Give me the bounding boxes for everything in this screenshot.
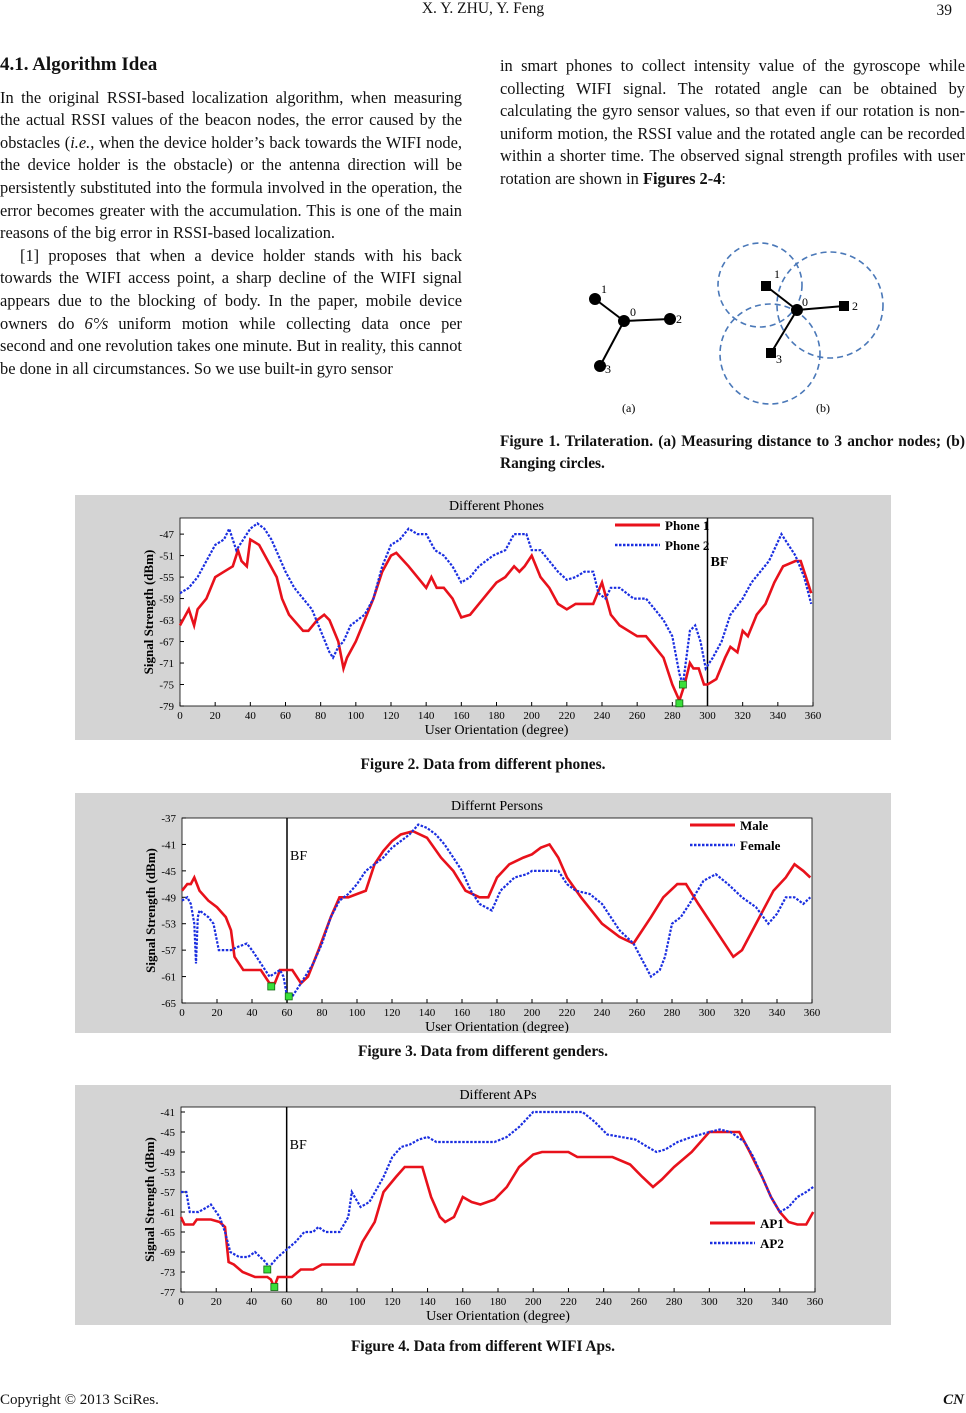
running-header: X. Y. ZHU, Y. Feng (421, 0, 545, 17)
x-tick-label: 160 (453, 1007, 471, 1019)
x-tick-label: 280 (665, 1296, 683, 1308)
y-tick-label: -65 (161, 998, 176, 1010)
x-tick-label: 120 (383, 1007, 401, 1019)
legend-label: AP2 (760, 1236, 784, 1251)
minimum-marker (679, 681, 686, 688)
y-tick-label: -79 (159, 701, 174, 713)
text: [1] proposes that when a device holder stands with his back towards the WIFI access point, a sharp decline of the WIFI signal appears due to the blocking of body. In the paper, mobile device owners do (0, 245, 462, 333)
ranging-circle (777, 252, 883, 358)
bf-label: BF (289, 1138, 307, 1153)
node-label: 0 (802, 295, 808, 309)
x-tick-label: 0 (177, 710, 183, 722)
figure-1-caption: Figure 1. Trilateration. (a) Measuring distance to 3 anchor nodes; (b) Ranging circles. (500, 433, 965, 472)
x-axis-label: User Orientation (degree) (425, 1020, 569, 1033)
x-tick-label: 60 (280, 710, 291, 722)
x-tick-label: 360 (803, 1007, 821, 1019)
unknown-node (619, 316, 629, 326)
x-tick-label: 280 (664, 710, 681, 722)
x-tick-label: 140 (418, 1007, 436, 1019)
x-tick-label: 360 (804, 710, 822, 722)
y-tick-label: -51 (159, 550, 174, 563)
footer-copyright: Copyright © 2013 SciRes. (0, 1392, 159, 1408)
page-number: 39 (936, 2, 952, 19)
y-tick-label: -67 (159, 636, 174, 649)
bf-label: BF (710, 555, 729, 570)
subfigure-label: (a) (622, 401, 636, 415)
x-tick-label: 40 (244, 710, 256, 722)
figure-2-caption: Figure 2. Data from different phones. (360, 756, 606, 773)
chart-different-aps (75, 1085, 891, 1325)
y-tick-label: -41 (160, 1107, 175, 1119)
anchor-node (840, 302, 848, 310)
y-tick-label: -73 (160, 1267, 175, 1279)
minimum-marker (268, 983, 275, 990)
chart-different-persons (75, 793, 891, 1033)
x-tick-label: 20 (211, 1007, 223, 1019)
plot-area (181, 1107, 815, 1292)
node-label: 3 (605, 362, 611, 376)
node-label: 2 (676, 312, 682, 326)
x-tick-label: 180 (488, 1007, 506, 1019)
x-tick-label: 340 (771, 1296, 789, 1308)
x-tick-label: 140 (419, 1296, 436, 1308)
anchor-node (762, 282, 770, 290)
x-tick-label: 240 (593, 1007, 611, 1019)
legend-label: Phone 2 (665, 538, 710, 553)
y-tick-label: -37 (161, 813, 176, 825)
chart-title: Different APs (459, 1088, 537, 1103)
paragraph-3 (500, 55, 965, 191)
x-tick-label: 260 (628, 1007, 646, 1019)
x-tick-label: 220 (558, 710, 576, 722)
x-tick-label: 40 (246, 1007, 258, 1019)
x-tick-label: 360 (806, 1296, 824, 1308)
x-tick-label: 220 (558, 1007, 576, 1019)
anchor-node (767, 349, 775, 357)
y-tick-label: -49 (160, 1147, 175, 1159)
x-tick-label: 160 (454, 1296, 472, 1308)
text: , when the device holder’s back towards the WIFI node, the device holder is the obstacle) or the antenna direction will be persistently substituted into the formula involved in the operation, the error becomes greater with the accumulation. This is one of the main reasons of the big error in RSSI-based localization. (0, 132, 462, 243)
x-tick-label: 340 (768, 1007, 786, 1019)
x-tick-label: 20 (210, 1296, 222, 1308)
y-tick-label: -45 (161, 865, 176, 878)
x-tick-label: 120 (382, 710, 400, 722)
chart-different-phones (75, 495, 891, 740)
x-tick-label: 340 (769, 710, 787, 722)
y-tick-label: -47 (159, 529, 174, 542)
y-tick-label: -71 (159, 658, 174, 671)
x-tick-label: 240 (595, 1296, 612, 1308)
x-axis-label: User Orientation (degree) (426, 1309, 570, 1324)
x-tick-label: 200 (523, 1007, 541, 1019)
ranging-circle (718, 243, 802, 327)
x-tick-label: 80 (315, 710, 327, 722)
paragraph-1 (0, 87, 462, 245)
x-tick-label: 80 (316, 1007, 328, 1019)
x-tick-label: 260 (628, 710, 646, 722)
y-tick-label: -57 (161, 945, 176, 958)
minimum-marker (676, 700, 683, 707)
anchor-node (590, 294, 600, 304)
plot-area (182, 818, 812, 1003)
anchor-node (665, 314, 675, 324)
node-label: 1 (601, 282, 607, 296)
text: uniform motion while collecting data once per second and one revolution takes one minute. But in reality, this cannot be done in all circumstances. So we use built-in gyro sensor (0, 313, 462, 378)
y-tick-label: -77 (160, 1287, 175, 1299)
legend-label: AP1 (760, 1216, 784, 1231)
diagram-b (718, 243, 883, 404)
figure-reference[interactable]: Figures 2-4 (642, 168, 722, 188)
left-column (0, 54, 462, 380)
x-tick-label: 60 (281, 1296, 293, 1308)
figure-3-caption: Figure 3. Data from different genders. (357, 1043, 609, 1060)
figure-4-caption: Figure 4. Data from different WIFI Aps. (351, 1338, 615, 1355)
x-tick-label: 20 (209, 710, 221, 722)
legend-label: Phone 1 (665, 518, 710, 533)
y-tick-label: -57 (160, 1187, 175, 1199)
subfigure-label: (b) (816, 401, 830, 415)
legend-label: Female (740, 838, 781, 853)
text: In the original RSSI-based localization algorithm, when measuring the actual RSSI values of the beacon nodes, the error caused by the obstacles ( (0, 87, 462, 152)
legend-label: Male (740, 818, 769, 833)
chart-svg (75, 495, 891, 740)
x-tick-label: 300 (698, 1007, 716, 1019)
x-tick-label: 220 (560, 1296, 577, 1308)
y-tick-label: -49 (161, 892, 176, 905)
x-tick-label: 300 (699, 710, 716, 722)
x-tick-label: 0 (178, 1296, 184, 1308)
x-tick-label: 320 (733, 1007, 751, 1019)
chart-svg (75, 1085, 891, 1325)
minimum-marker (285, 993, 292, 1000)
node-label: 2 (852, 299, 858, 313)
x-tick-label: 300 (701, 1296, 718, 1308)
x-tick-label: 320 (734, 710, 751, 722)
y-tick-label: -65 (160, 1227, 175, 1239)
chart-title: Differnt Persons (451, 799, 543, 814)
y-tick-label: -53 (161, 918, 176, 931)
y-tick-label: -61 (161, 971, 176, 984)
x-tick-label: 40 (245, 1296, 257, 1308)
y-tick-label: -41 (161, 839, 176, 852)
x-tick-label: 180 (488, 710, 505, 722)
x-tick-label: 260 (630, 1296, 648, 1308)
y-tick-label: -75 (159, 679, 174, 692)
minimum-marker (271, 1284, 278, 1291)
y-tick-label: -55 (159, 572, 174, 585)
right-column (500, 55, 965, 191)
text-italic: i.e. (70, 132, 91, 152)
y-axis-label: Signal Strength (dBm) (141, 549, 156, 675)
math-rate: 6°⁄s (84, 313, 109, 333)
minimum-marker (264, 1266, 271, 1273)
text: : (721, 168, 726, 188)
anchor-node (595, 361, 605, 371)
paragraph-2 (0, 245, 462, 381)
footer-journal: CN (943, 1392, 964, 1408)
x-tick-label: 60 (281, 1007, 293, 1019)
x-tick-label: 180 (489, 1296, 507, 1308)
x-tick-label: 120 (384, 1296, 401, 1308)
x-tick-label: 160 (453, 710, 470, 722)
x-tick-label: 100 (348, 1007, 366, 1019)
x-tick-label: 80 (316, 1296, 328, 1308)
chart-title: Different Phones (449, 499, 544, 514)
y-tick-label: -61 (160, 1207, 175, 1219)
x-tick-label: 0 (179, 1007, 185, 1019)
y-tick-label: -45 (160, 1127, 175, 1139)
x-tick-label: 280 (663, 1007, 681, 1019)
section-heading: 4.1. Algorithm Idea (0, 54, 158, 75)
x-axis-label: User Orientation (degree) (424, 723, 569, 738)
node-label: 1 (774, 267, 780, 281)
x-tick-label: 140 (417, 710, 435, 722)
y-axis-label: Signal Strength (dBm) (142, 1137, 157, 1262)
x-tick-label: 100 (347, 710, 365, 722)
node-label: 3 (776, 352, 782, 366)
x-tick-label: 320 (736, 1296, 753, 1308)
y-tick-label: -53 (160, 1167, 175, 1179)
x-tick-label: 200 (524, 1296, 542, 1308)
y-tick-label: -59 (159, 593, 174, 606)
figure-1-diagram (570, 240, 900, 420)
x-tick-label: 240 (593, 710, 611, 722)
y-tick-label: -69 (160, 1247, 175, 1259)
chart-svg (75, 793, 891, 1033)
y-axis-label: Signal Strength (dBm) (143, 848, 158, 973)
x-tick-label: 200 (523, 710, 540, 722)
bf-label: BF (290, 849, 308, 864)
x-tick-label: 100 (348, 1296, 366, 1308)
node-label: 0 (630, 305, 636, 319)
text: in smart phones to collect intensity value of the gyroscope while collecting WIFI signal. The rotated angle can be obtained by calculating the gyro sensor values, so that even if our rotation is non-uniform motion, the RSSI value and the rotated angle can be recorded within a shorter time. The observed signal strength profiles with user rotation are shown in (500, 56, 965, 188)
y-tick-label: -63 (159, 615, 174, 628)
unknown-node (792, 305, 802, 315)
